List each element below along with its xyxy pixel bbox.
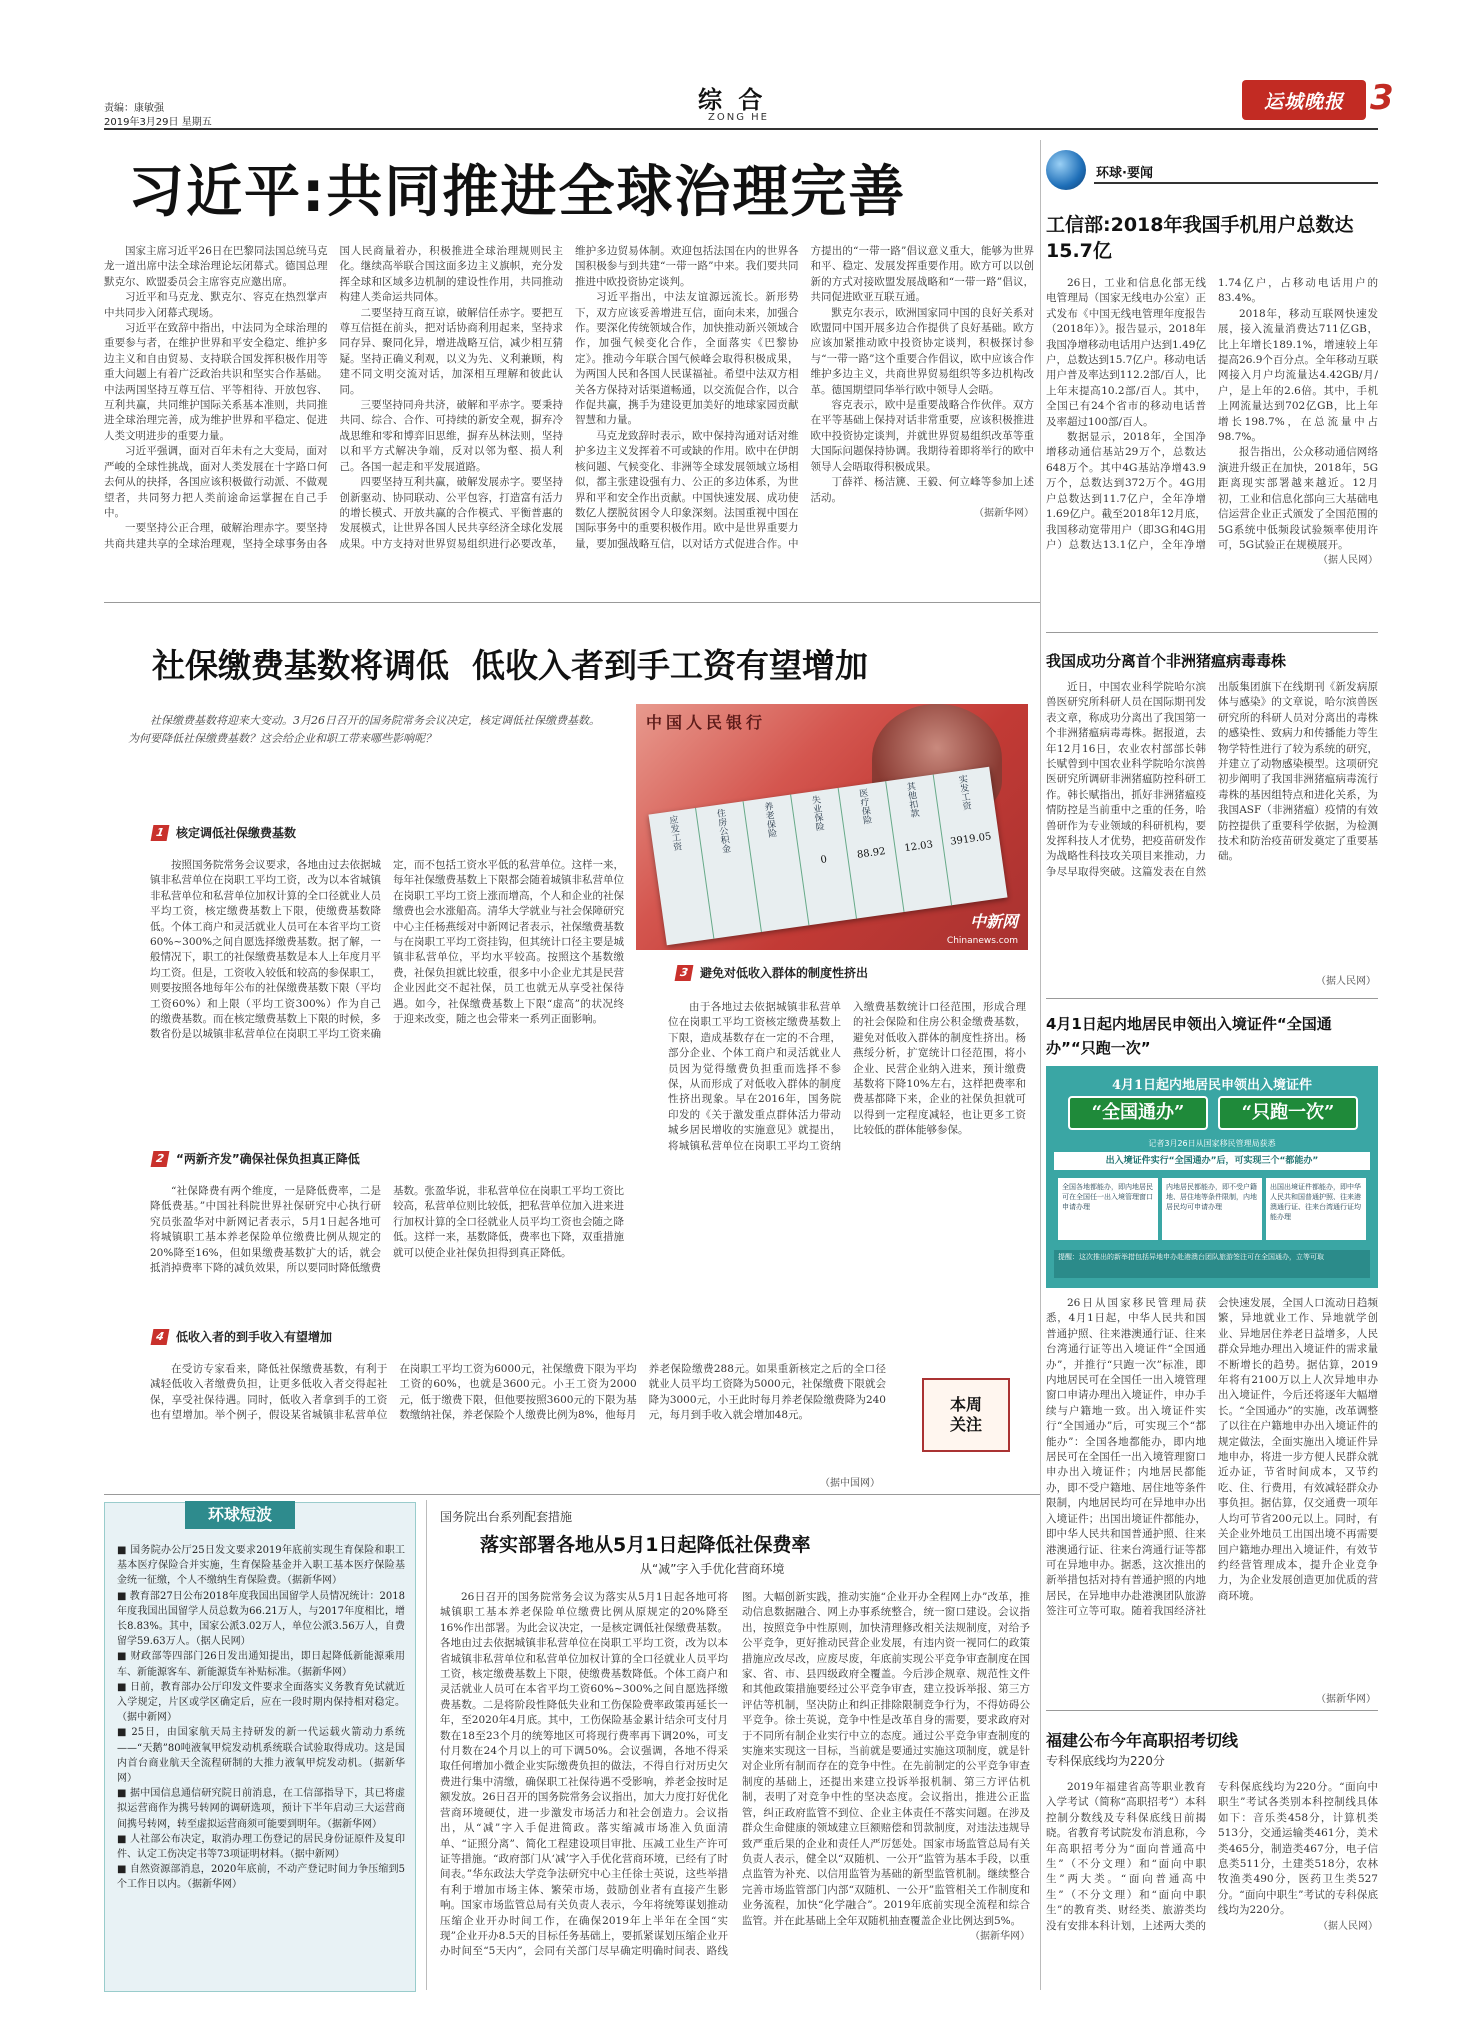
- social-section-4-body: [150, 1362, 886, 1472]
- payslip-header: 养老保险: [761, 801, 777, 839]
- mobile-paragraph: 2018年，移动互联网快速发展，接入流量消费达711亿GB，比上年增长189.1%，增速较上年提高26.9个百分点。全年移动互联网接入月户均流量达4.42GB/月/户，是上年的2.6倍。其中，手机上网流量达到702亿GB，比上年增长198.7%，在总流量中占98.7%。: [1218, 307, 1378, 444]
- entry-paragraph: 26日从国家移民管理局获悉，4月1日起，中华人民共和国普通护照、往来港澳通行证、往来台湾通行证等出入境证件“全国通办”，并推行“只跑一次”标准，即内地居民可在全国任一出入境管理窗口申请办理出入境证件，申办手续与户籍地一致。出入境证件实行“全国通办”后，可实现三个“都能办”：全国各地都能办，即内地居民可在全国任一出入境管理窗口申办出入境证件；内地居民都能办，即不受户籍地、居住地等条件限制，内地居民均可在异地申办出入境证件；出国出境证件都能办，即中华人民共和国普通护照、往来港澳通行证、往来台湾通行证等都可在异地申办。据悉，这次推出的新举措包括对持有普通护照的内地居民，在异地申办赴港澳团队旅游签注可立等可取。随着我国经济社会快速发展，全国人口流动日趋频繁，异地就业工作、异地就学创业、异地居住养老日益增多，人民群众异地办理出入境证件的需求量不断增长的趋势。据估算，2019年将有2100万以上人次异地申办出入境证件，今后还将逐年大幅增长。“全国通办”的实施，改革调整了以往在户籍地申办出入境证件的规定做法，全面实施出入境证件异地申办，将进一步方便人民群众就近办证，节省时间成本，又节约吃、住、行费用，有效减轻群众办事负担。据估算，仅交通费一项年人均可节省200元以上。同时，有关企业外地员工出国出境不再需要回户籍地办理出入境证件，有效节约经营管理成本，提升企业竞争力，为企业发展创造更加优质的营商环境。: [1046, 1297, 1378, 1618]
- section-paragraph: 由于各地过去依据城镇非私营单位在岗职工平均工资核定缴费基数上下限，造成基数存在一定的不合理，部分企业、个体工商户和灵活就业人员因为觉得缴费负担重而选择不参保，从而形成了对低收入群体的制度性挤出现象。早在2016年，国务院印发的《关于激发重点群体活力带动城乡居民增收的实施意见》就提出，将城镇私营单位在岗职工平均工资纳入缴费基数统计口径范围，形成合理的社会保险和住房公积金缴费基数，避免对低收入群体的制度性挤出。杨燕绥分析，扩宽统计口径范围，将小企业、民营企业纳入进来，预计缴费基数将下降10%左右，这样把费率和费基都降下来，企业的社保负担就可以得到一定程度减轻，也让更多工资比较低的群体能够参保。: [668, 1001, 1026, 1152]
- section-title: 综 合: [698, 86, 767, 114]
- poster-subtitle: 记者3月26日从国家移民管理局获悉: [1148, 1139, 1276, 1148]
- exam-credit: （据人民网）: [1318, 1920, 1378, 1932]
- shortnews-item: ■ 25日，由国家航天局主持研发的新一代运载火箭动力系统——“天鹅”80吨液氧甲烷发动机系统联合试验取得成功。这是国内首台商业航天全流程研制的大推力液氧甲烷发动机。（据新华网）: [117, 1727, 405, 1785]
- lead-bottom-rule: [104, 602, 1040, 603]
- paper-logo: [1242, 80, 1366, 120]
- payslip-value: 0: [819, 854, 828, 867]
- social-bottom-rule: [104, 1494, 1040, 1495]
- right-rule-2: [1046, 998, 1378, 999]
- lead-headline: 习近平:共同推进全球治理完善: [128, 160, 907, 225]
- section-paragraph: “社保降费有两个维度，一是降低费率，二是降低费基。”中国社科院世界社保研究中心执行研究员张盈华对中新网记者表示，5月1日起各地可将城镇职工基本养老保险单位缴费比例从规定的20%降至16%，但如果缴费基数扩大的话，就会抵消掉费率下降的减负效果，所以要同时降低缴费基数。张盈华说，非私营单位在岗职工平均工资比较高，私营单位则比较低，把私营单位加入进来进行加权计算的全口径就业人员平均工资也会随之降低。这样一来，基数降低，费率也下降，双重措施就可以使企业社保负担得到真正降低。: [150, 1185, 624, 1275]
- lead-paragraph: 四要坚持互利共赢，破解发展赤字。要坚持创新驱动、协同联动、公平包容，打造富有活力的增长模式、开放共赢的合作模式、平衡普惠的发展模式，让世界各国人民共享经济全球化发展成果。中方支持对世界贸易组织进行必要改革，维护多边贸易体制。欢迎包括法国在内的世界各国积极参与到共建“一带一路”中来。我们要共同推进中欧投资协定谈判。: [339, 245, 799, 550]
- payslip-header: 其他扣款: [904, 781, 920, 819]
- header-rule: [104, 128, 1378, 130]
- mobile-paragraph: 26日，工业和信息化部无线电管理局（国家无线电办公室）正式发布《中国无线电管理年度报告（2018年）》。报告显示，2018年我国净增移动电话用户达到1.49亿户，总数达到15.7亿户。移动电话用户普及率达到112.2部/百人，比上年末提高10.2部/百人。其中，全国已有24个省市的移动电话普及率超过100部/百人。: [1046, 277, 1206, 428]
- section-heading-text: 核定调低社保缴费基数: [176, 826, 297, 840]
- poster-footer: 提醒：这次推出的新举措包括异地申办赴港澳台团队旅游签注可在全国通办，立等可取: [1054, 1250, 1370, 1278]
- swine-headline: 我国成功分离首个非洲猪瘟病毒毒株: [1046, 652, 1287, 670]
- social-section-1-heading: [152, 824, 296, 841]
- lead-paragraph: 国家主席习近平26日在巴黎同法国总统马克龙一道出席中法全球治理论坛闭幕式。德国总理默克尔、欧盟委员会主席容克应邀出席。: [104, 245, 328, 288]
- section-number-badge: 3: [675, 965, 694, 981]
- shortnews-item: ■ 教育部27日公布2018年度我国出国留学人员情况统计：2018年度我国出国留学人员总数为66.21万人，与2017年度相比，增长8.83%。其中，国家公派3.02万人，单位公派3.56万人，自费留学59.63万人。（据人民网）: [117, 1590, 405, 1648]
- entry-headline: 4月1日起内地居民申领出入境证件“全国通办”“只跑一次”: [1046, 1015, 1332, 1057]
- photo-watermark: 中新网: [969, 912, 1018, 931]
- lead-paragraph: 习近平在致辞中指出，中法同为全球治理的重要参与者，在维护世界和平安全稳定、维护多边主义和自由贸易、支持联合国发挥积极作用等重大问题上有着广泛政治共识和坚实合作基础。中法两国坚持互尊互信、平等相待、开放包容、互利共赢，共同维护国际关系基本准则，共同推进全球治理完善，成为维护世界和平稳定、促进人类文明进步的重要力量。: [104, 322, 328, 442]
- lead-credit: （据新华网）: [974, 507, 1034, 519]
- fee-body: [440, 1590, 1030, 1984]
- shortnews-label-text: 环球短波: [207, 1505, 272, 1524]
- lead-paragraph: 一要坚持公正合理，破解治理赤字。要坚持共商共建共享的全球治理观，坚持全球事务由各国人民商量着办，积极推进全球治理规则民主化。继续高举联合国这面多边主义旗帜，充分发挥全球和区域多边机制的建设性作用，共同推动构建人类命运共同体。: [104, 245, 563, 550]
- focus-stamp: [922, 1378, 1010, 1452]
- social-credit: （据中国网）: [820, 1478, 880, 1489]
- poster-title: 4月1日起内地居民申领出入境证件: [1111, 1078, 1313, 1093]
- mobile-headline: 工信部:2018年我国手机用户总数达15.7亿: [1046, 214, 1354, 262]
- mobile-body: [1046, 276, 1378, 588]
- shortnews-item: ■ 据中国信息通信研究院日前消息，在工信部指导下，其已将虚拟运营商作为携号转网的调研选项，预计下半年启动三大运营商间携号转网，转至虚拟运营商须可能要到明年。（据新华网）: [117, 1788, 405, 1830]
- shortnews-label: [185, 1501, 295, 1529]
- poster-tag-1: “全国通办”: [1068, 1096, 1208, 1130]
- payslip-value: [752, 858, 798, 865]
- fee-credit: （据新华网）: [970, 1930, 1030, 1942]
- lead-paragraph: 习近平强调，面对百年未有之大变局，面对严峻的全球性挑战，面对人类发展在十字路口何去何从的抉择，各国应该积极做行动派、不做观望者，共同努力把人类前途命运掌握在自己手中。: [104, 445, 328, 519]
- globe-rule: [1094, 182, 1378, 184]
- exam-headline: 福建公布今年高职招考切线: [1046, 1731, 1239, 1750]
- section-heading-text: 低收入者的到手收入有望增加: [176, 1330, 333, 1344]
- shortnews-list: [117, 1543, 405, 1893]
- column-divider-lower: [426, 1500, 427, 1990]
- globe-section-label: 环球·要闻: [1096, 166, 1153, 181]
- exam-paragraph: 2019年福建省高等职业教育入学考试（简称“高职招考”）本科控制分数线及专科保底线日前揭晓。省教育考试院发布消息称，今年高职招考分为“面向普通高中生”（不分文理）和“面向中职生”两大类。“面向普通高中生”（不分文理）和“面向中职生”的教育类、财经类、旅游类均没有安排本科计划，上述两大类的专科保底线均为220分。“面向中职生”考试各类别本科控制线具体如下：音乐类458分，计算机类513分，交通运输类461分，美术类465分，制造类467分，电子信息类511分，土建类518分，农林牧渔类490分，医药卫生类527分。“面向中职生”考试的专科保底线均为220分。: [1046, 1781, 1378, 1932]
- social-section-1-body: [150, 858, 624, 1138]
- poster-box-1: 全国各地都能办，即内地居民可在全国任一出入境管理窗口申请办理: [1058, 1178, 1158, 1240]
- mobile-paragraph: 数据显示，2018年，全国净增移动通信基站29万个，总数达648万个。其中4G基站净增43.9万个，总数达到372万个。4G用户总数达到11.7亿户，全年净增1.69亿户。截至2018年12月底，我国移动宽带用户（即3G和4G用户）总数达13.1亿户，全年净增1.74亿户，占移动电话用户的83.4%。: [1046, 277, 1378, 551]
- lead-paragraph: 习近平指出，中法友谊源远流长。新形势下，双方应该妥善增进互信，面向未来，加强合作。要深化传统领域合作，加快推动新兴领域合作，加强气候变化合作，全面落实《巴黎协定》。推动今年联合国气候峰会取得积极成果，为两国人民和各国人民谋福祉。希望中法双方相关各方保持对话渠道畅通，以交流促合作，以合作促共赢，携手为建设更加美好的地球家园贡献智慧和力量。: [575, 291, 799, 427]
- banknote-photo: [636, 704, 1028, 950]
- shortnews-item: ■ 国务院办公厅25日发文要求2019年底前实现生育保险和职工基本医疗保险合并实施，生育保险基金并入职工基本医疗保险基金统一征缴，个人不缴纳生育保险费。（据新华网）: [117, 1545, 405, 1587]
- section-paragraph: 按照国务院常务会议要求，各地由过去依据城镇非私营单位在岗职工平均工资，改为以本省城镇非私营单位和私营单位加权计算的全口径就业人员平均工资，核定缴费基数上下限，使缴费基数降低。个体工商户和灵活就业人员可在本省平均工资60%~300%之间自愿选择缴费基数。据了解，一般情况下，职工的社保缴费基数是本人上年度月平均工资。但是，工资收入较低和较高的参保职工，则要按照各地每年公布的社保缴费基数下限（平均工资60%）和上限（平均工资300%）作为自己的缴费基数。而在核定缴费基数上下限的时候，多数省份是以城镇非私营单位在岗职工平均工资来确定，而不包括工资水平低的私营单位。这样一来，每年社保缴费基数上下限都会随着城镇非私营单位在岗职工平均工资上涨而增高，个人和企业的社保缴费也会水涨船高。清华大学就业与社会保障研究中心主任杨燕绥对中新网记者表示，社保缴费基数与在岗职工平均工资挂钩，但其统计口径主要是城镇非私营单位，平均水平较高。按照这个基数缴费，社保负担就比较重，很多中小企业尤其是民营企业因此交不起社保，员工也就无从享受社保待遇。如今，社保缴费基数上下限“虚高”的状况终于迎来改变，随之也会带来一系列正面影响。: [150, 859, 624, 1041]
- photo-watermark-site: Chinanews.com: [946, 936, 1018, 946]
- poster-tag-2: “只跑一次”: [1218, 1096, 1358, 1130]
- right-rule-1: [1046, 632, 1378, 633]
- payslip-header: 应发工资: [666, 814, 682, 852]
- payslip-header: 住房公积金: [714, 807, 731, 854]
- lead-body: [104, 244, 1034, 592]
- page-number: 3: [1370, 78, 1394, 118]
- exam-body: [1046, 1780, 1378, 1980]
- focus-stamp-text: 本周关注: [949, 1395, 982, 1434]
- column-divider-right: [1040, 140, 1041, 1990]
- lead-paragraph: 习近平和马克龙、默克尔、容克在热烈掌声中共同步入闭幕式现场。: [104, 291, 328, 319]
- social-lede: 社保缴费基数将迎来大变动。3月26日召开的国务院常务会议决定，核定调低社保缴费基数。为何要降低社保缴费基数？这会给企业和职工带来哪些影响呢？: [128, 714, 600, 745]
- paper-logo-text: 运城晚报: [1263, 90, 1344, 113]
- shortnews-item: ■ 财政部等四部门26日发出通知提出，即日起降低新能源乘用车、新能源客车、新能源货车补贴标准。（据新华网）: [117, 1651, 405, 1678]
- payslip-table: [648, 767, 1007, 946]
- banknote-label: 中国人民银行: [646, 713, 767, 732]
- lead-paragraph: 三要坚持同舟共济，破解和平赤字。要秉持共同、综合、合作、可持续的新安全观，摒弃冷战思维和零和博弈旧思维，摒弃丛林法则，坚持以和平方式解决争端，反对以邻为壑、损人利己。各国一起走和平发展道路。: [339, 399, 563, 473]
- lead-paragraph: 二要坚持互商互谅，破解信任赤字。要把互尊互信挺在前头，把对话协商利用起来，坚持求同存异、聚同化异，增进战略互信，减少相互猜疑。坚持正确义利观，以义为先、义利兼顾，构建不同文明交流对话，加深相互理解和彼此认同。: [339, 306, 563, 396]
- payslip-value: 12.03: [903, 839, 934, 855]
- poster-bar: 出入境证件实行“全国通办”后，可实现三个“都能办”: [1054, 1152, 1370, 1170]
- globe-icon: [1046, 150, 1086, 190]
- social-section-3-body: [668, 1000, 1026, 1248]
- section-paragraph: 在受访专家看来，降低社保缴费基数，有利于减轻低收入者缴费负担，让更多低收入者交得起社保，享受社保待遇。同时，低收入者拿到手的工资也有望增加。举个例子，假设某省城镇非私营单位在岗职工平均工资为6000元，社保缴费下限为平均工资的60%，也就是3600元。小王工资为2000元，低于缴费下限，但他要按照3600元的下限为基数缴纳社保，养老保险个人缴费比例为8%，他每月养老保险缴费288元。如果重新核定之后的全口径就业人员平均工资降为5000元，社保缴费下限就会降为3000元，小王此时每月养老保险缴费降为240元，每月到手收入就会增加48元。: [150, 1363, 886, 1422]
- poster-box-3: 出国出境证件都能办，即中华人民共和国普通护照、往来港澳通行证、往来台湾通行证均能办理: [1266, 1178, 1366, 1240]
- social-headline: 社保缴费基数将调低 低收入者到手工资有望增加: [152, 646, 868, 685]
- social-section-2-body: [150, 1184, 624, 1308]
- payslip-value: 88.92: [856, 846, 887, 861]
- section-number-badge: 4: [151, 1329, 170, 1345]
- lead-paragraph: 马克龙致辞时表示，欧中保持沟通对话对维护多边主义发挥着不可或缺的作用。欧中在伊朗核问题、气候变化、非洲等全球发展领域立场相似，都主张建设强有力、公正的多边体系，为世界和平和安全作出贡献。中国快速发展、成功使数亿人摆脱贫困令人印象深刻。法国重视中国在国际事务中的重要积极作用。欧中是世界重要力量，要加强战略互信，以对话方式促进合作。中方提出的“一带一路”倡议意义重大，能够为世界和平、稳定、发展发挥重要作用。欧方可以以创新的方式对接欧盟发展战略和“一带一路”倡议，共同促进欧亚互联互通。: [575, 245, 1034, 550]
- shortnews-item: ■ 人社部公布决定，取消办理工伤登记的居民身份证原件及复印件、认定工伤决定书等73项证明材料。（据中新网）: [117, 1833, 405, 1861]
- payslip-value: [705, 865, 751, 872]
- mobile-credit: （据人民网）: [1318, 555, 1378, 567]
- payslip-header: 实发工资: [956, 773, 972, 812]
- exam-subtitle: 专科保底线均为220分: [1046, 1754, 1165, 1768]
- fee-paragraph: 26日召开的国务院常务会议为落实从5月1日起各地可将城镇职工基本养老保险单位缴费比例从原规定的20%降至16%作出部署。为此会议决定，一是核定调低社保缴费基数。各地由过去依据城镇非私营单位在岗职工平均工资，改为以本省城镇非私营单位和私营单位加权计算的全口径就业人员平均工资，核定缴费基数上下限，使缴费基数降低。个体工商户和灵活就业人员可在本省平均工资60%~300%之间自愿选择缴费基数。二是将阶段性降低失业和工伤保险费率政策再延长一年，至2020年4月底。其中，工伤保险基金累计结余可支付月数在18至23个月的统筹地区可将现行费率再下调20%，可支付月数在24个月以上的可下调50%。会议强调，各地不得采取任何增加小微企业实际缴费负担的做法，不得自行对历史欠费进行集中清缴，确保职工社保待遇不受影响，养老金按时足额发放。26日召开的国务院常务会议指出，加大力度打好优化营商环境硬仗，进一步激发市场活力和社会创造力。会议指出，从“减”字入手促进简政。落实缩减市场准入负面清单、“证照分离”、简化工程建设项目审批、压减工业生产许可证等措施。“政府部门从‘减’字入手优化营商环境，已经有了时间表。”华东政法大学竞争法研究中心主任徐士英说，这些举措有利于增加市场主体、繁荣市场，鼓励创业者有直接产生影响。国家市场监管总局有关负责人表示，今年将统筹谋划推动压缩企业开办时间工作，在确保2019年上半年在全国“实现”企业开办8.5天的目标任务基础上，要抓紧谋划压缩企业开办时间至“5天内”，会同有关部门尽早确定明确时间表、路线图。大幅创新实践，推动实施“企业开办全程网上办”改革，推动信息数据融合、网上办事系统整合，统一窗口建设。会议指出，按照竞争中性原则，加快清理修改相关法规制度，对给予公平竞争，更好推动民营企业发展，有违内资一视同仁的政策措施应改尽改，应废尽废，年底前实现公平竞争审查制度在国家、省、市、县四级政府全覆盖。今后涉企规章、规范性文件和其他政策措施要经过公平竞争审查，建立投诉举报、第三方评估等机制，坚决防止和纠正排除限制竞争行为，不得妨碍公平竞争。徐士英说，竞争中性是改革自身的需要，要求政府对于不同所有制企业实行中立的态度。通过公平竞争审查制度的实施来实现这一目标，当前就是要通过实施这项制度，就是针对企业所有制而存在的竞争中性。在先前制定的公平竞争审查制度的基础上，还提出来建立投诉举报机制、第三方评估机制，表明了对竞争中性的坚决态度。会议指出，推进公正监管，纠正政府监管不到位、企业主体责任不落实问题。在涉及群众生命健康的领域建立巨额赔偿和罚款制度，对违法违规导致严重后果的企业和责任人严厉惩处。国家市场监管总局有关负责人表示，健全以“双随机、一公开”监管为基本手段，以重点监管为补充、以信用监管为基础的新型监管机制。继续整合完善市场监管部门内部“双随机、一公开”监管相关工作制度和业务流程，加快“化学融合”。2019年底前实现全流程和综合监管。并在此基础上全年双随机抽查覆盖企业比例达到5%。: [440, 1591, 1030, 1958]
- lead-paragraph: 容克表示，欧中是重要战略合作伙伴。双方在平等基础上保持对话非常重要，应该积极推进欧中投资协定谈判，并就世界贸易组织改革等重大国际问题保持协调。我期待着即将举行的欧中领导人会晤取得积极成果。: [810, 399, 1034, 473]
- social-section-3-heading: [676, 964, 868, 981]
- fee-kicker: 国务院出台系列配套措施: [440, 1510, 573, 1524]
- lead-paragraph: 丁薛祥、杨洁篪、王毅、何立峰等参加上述活动。: [810, 476, 1034, 504]
- swine-body: [1046, 680, 1378, 966]
- swine-credit: （据人民网）: [1316, 976, 1376, 987]
- payslip-header: 医疗保险: [856, 787, 872, 826]
- header-editor: 责编：康敏强: [104, 103, 164, 114]
- shortnews-frame: [104, 1502, 416, 1992]
- entry-poster: [1046, 1066, 1378, 1288]
- section-title-en: ZONG HE: [708, 112, 769, 123]
- entry-credit: （据新华网）: [1316, 1694, 1376, 1705]
- section-heading-text: “两新齐发”确保社保负担真正降低: [176, 1152, 360, 1166]
- right-rule-3: [1046, 1710, 1378, 1711]
- swine-paragraph: 近日，中国农业科学院哈尔滨兽医研究所科研人员在国际期刊发表文章，称成功分离出了我国第一个非洲猪瘟病毒毒株。据报道，去年12月16日，农业农村部部长韩长赋曾到中国农业科学院哈尔滨兽医研究所调研非洲猪瘟防控科研工作。韩长赋指出，抓好非洲猪瘟疫情防控是当前重中之重的任务，哈兽研作为专业领域的科研机构，要发挥科技人才优势，把疫苗研发作为战略性科技攻关项目来推动，力争尽早取得突破。这篇发表在自然出版集团旗下在线期刊《新发病原体与感染》的文章说，哈尔滨兽医研究所的科研人员对分离出的毒株的感染性、致病力和传播能力等生物学特性进行了较为系统的研究，并建立了动物感染模型。这项研究初步阐明了我国非洲猪瘟病毒流行毒株的基因组特点和进化关系，为我国ASF（非洲猪瘟）疫情的有效防控提供了重要科学依据，为检测技术和防治疫苗研发奠定了重要基础。: [1046, 681, 1378, 878]
- shortnews-item: ■ 日前，教育部办公厅印发文件要求全面落实义务教育免试就近入学规定，片区或学区确定后，应在一段时期内保持相对稳定。（据中新网）: [117, 1681, 405, 1724]
- section-number-badge: 2: [151, 1151, 170, 1167]
- payslip-value: [657, 871, 703, 878]
- payslip-value: 3919.05: [949, 831, 993, 848]
- payslip-header: 失业保险: [809, 794, 825, 832]
- shortnews-item: ■ 自然资源部消息，2020年底前，不动产登记时间力争压缩到5个工作日以内。（据新华网）: [117, 1864, 405, 1891]
- fee-headline: 落实部署各地从5月1日起降低社保费率: [480, 1534, 811, 1556]
- header-date: 2019年3月29日 星期五: [104, 117, 212, 128]
- social-section-4-heading: [152, 1328, 332, 1345]
- section-number-badge: 1: [151, 825, 170, 841]
- fee-subtitle: 从“减”字入手优化营商环境: [640, 1562, 785, 1576]
- poster-box-2: 内地居民都能办，即不受户籍地、居住地等条件限制，内地居民均可申请办理: [1162, 1178, 1262, 1240]
- lead-paragraph: 默克尔表示，欧洲国家同中国的良好关系对欧盟同中国开展多边合作提供了良好基础。欧方应该加紧推动欧中投资协定谈判，积极探讨参与“一带一路”这个重要合作倡议，欧中应该合作维护多边主义，共商世界贸易组织等多边机构改革。德国期望同华举行欧中领导人会晤。: [810, 306, 1034, 396]
- section-heading-text: 避免对低收入群体的制度性挤出: [700, 966, 869, 980]
- mobile-paragraph: 报告指出，公众移动通信网络演进升级正在加快，2018年，5G距离现实部署越来越近。12月初，工业和信息化部向三大基础电信运营企业正式颁发了全国范围的5G系统中低频段试验频率使用许可，5G试验正在规模展开。: [1218, 446, 1378, 551]
- social-section-2-heading: [152, 1150, 360, 1167]
- entry-body: [1046, 1296, 1378, 1690]
